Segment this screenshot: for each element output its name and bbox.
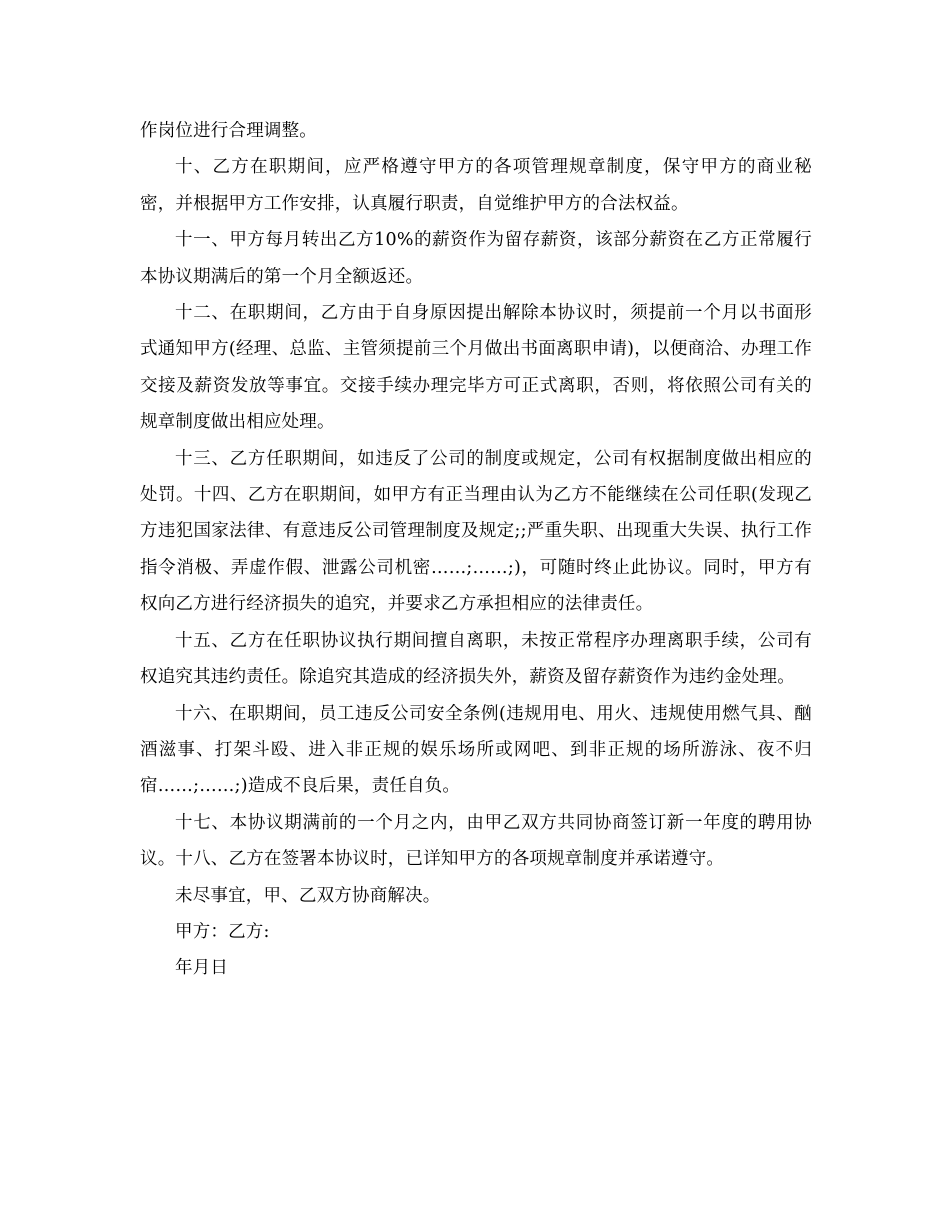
document-body bbox=[140, 113, 812, 987]
paragraph-continuation: 作岗位进行合理调整。 bbox=[140, 121, 317, 141]
paragraph-clause-10: 十、乙方在职期间，应严格遵守甲方的各项管理规章制度，保守甲方的商业秘密，并根据甲方工作安排，认真履行职责，自觉维护甲方的合法权益。 bbox=[140, 157, 812, 214]
signature-date: 年月日 bbox=[175, 958, 229, 979]
paragraph-other-matters: 未尽事宜，甲、乙双方协商解决。 bbox=[175, 885, 441, 906]
paragraph-clause-16: 十六、在职期间，员工违反公司安全条例(违规用电、用火、违规使用燃气具、酗酒滋事、打架斗殴、进入非正规的娱乐场所或网吧、到非正规的场所游泳、夜不归宿……;……;)造成不良后果，责任自负。 bbox=[140, 703, 812, 797]
paragraph-clause-15: 十五、乙方在任职协议执行期间擅自离职，未按正常程序办理离职手续，公司有权追究其违约责任。除追究其造成的经济损失外，薪资及留存薪资作为违约金处理。 bbox=[140, 630, 812, 688]
paragraph-clause-13-14: 十三、乙方任职期间，如违反了公司的制度或规定，公司有权据制度做出相应的处罚。十四、乙方在职期间，如甲方有正当理由认为乙方不能继续在公司任职(发现乙方违犯国家法律、有意违反公司管理制度及规定;;严重失职、出现重大失误、执行工作指令消极、弄虚作假、泄露公司机密……;……;)，可随时终止此协议。同时，甲方有权向乙方进行经济损失的追究，并要求乙方承担相应的法律责任。 bbox=[140, 448, 812, 615]
paragraph-clause-17-18: 十七、本协议期满前的一个月之内，由甲乙双方共同协商签订新一年度的聘用协议。十八、乙方在签署本协议时，已详知甲方的各项规章制度并承诺遵守。 bbox=[140, 812, 812, 870]
signature-parties: 甲方：乙方: bbox=[175, 921, 270, 942]
paragraph-clause-12: 十二、在职期间，乙方由于自身原因提出解除本协议时，须提前一个月以书面形式通知甲方(经理、总监、主管须提前三个月做出书面离职申请)，以便商洽、办理工作交接及薪资发放等事宜。交接手续办理完毕方可正式离职，否则，将依照公司有关的规章制度做出相应处理。 bbox=[140, 303, 812, 433]
paragraph-clause-11: 十一、甲方每月转出乙方10%的薪资作为留存薪资，该部分薪资在乙方正常履行本协议期满后的第一个月全额返还。 bbox=[140, 230, 812, 287]
